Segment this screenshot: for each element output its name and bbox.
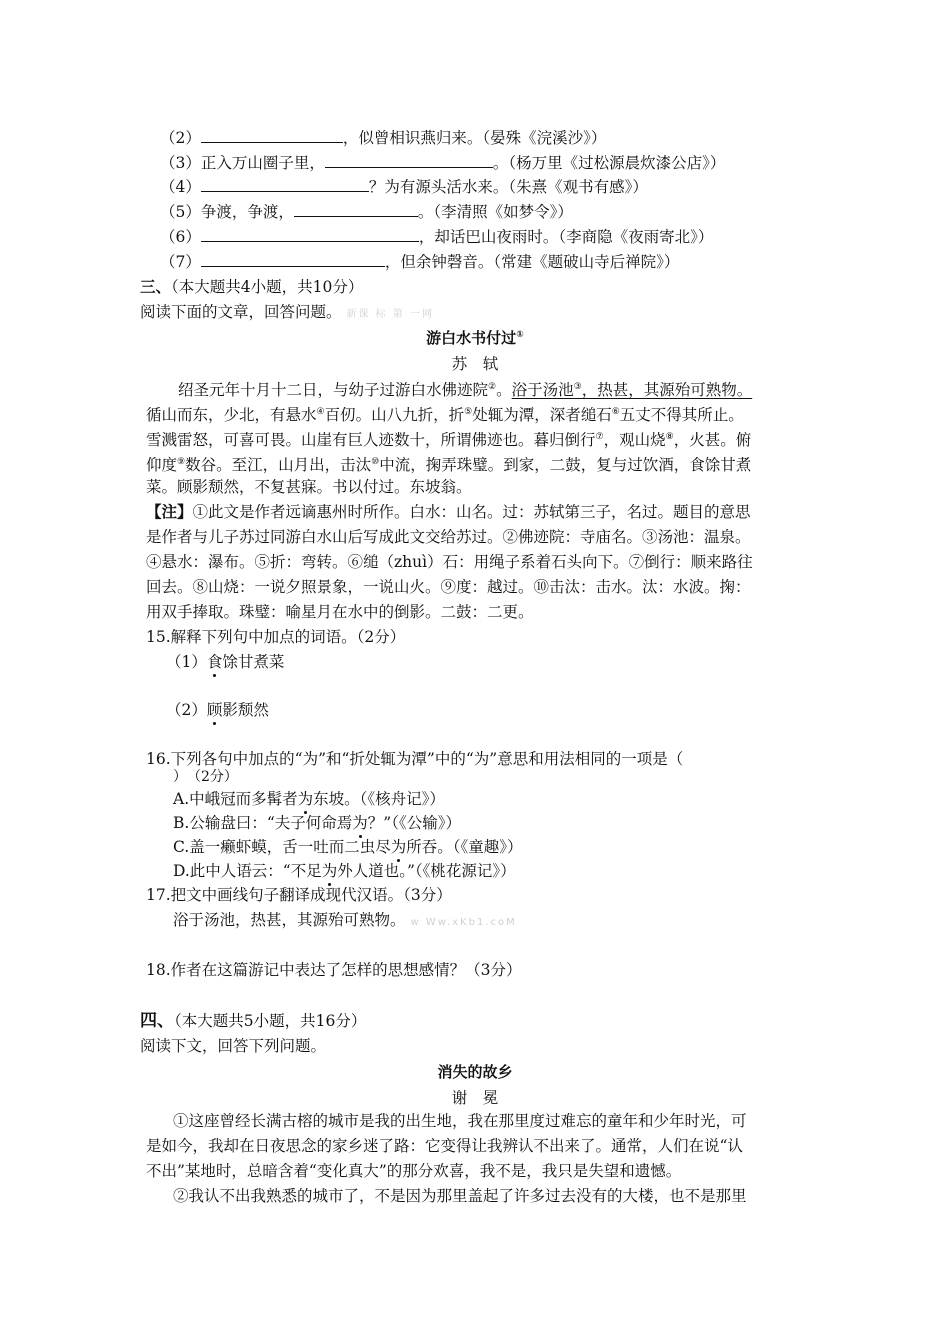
q2-answer-blank[interactable]: [201, 128, 343, 143]
essay-text: 百仞。山八九折，折: [324, 406, 465, 425]
option-a[interactable]: [173, 789, 445, 809]
question-15-item-2: [166, 700, 269, 720]
section3-heading: [140, 277, 363, 297]
q2-text: ，似曾相识燕归来。（晏殊《浣溪沙》）: [342, 129, 607, 147]
option-text: A.中峨冠而多髯者: [173, 790, 298, 808]
option-text: C.盖一癞虾蟆，舌一吐而二虫尽: [173, 838, 391, 856]
item-text: 馀甘煮菜: [222, 653, 285, 671]
note-ref: ⑦: [595, 432, 604, 442]
q5-text: 。（李清照《如梦令》）: [417, 203, 573, 221]
article-line-3: 不出”某地时，总暗含着“变化真大”的那分欢喜，我不是，我只是失望和遗憾。: [146, 1162, 682, 1180]
note-ref: ⑤: [464, 407, 473, 417]
question-15-item-1: [166, 652, 284, 672]
note-label: 【注】: [146, 502, 193, 521]
note-line-4: 回去。⑧山烧：一说夕照景象，一说山火。⑨度：越过。⑩击汰：击水。汰：水波。掬：: [146, 578, 751, 596]
question-17-sentence: [173, 910, 517, 933]
q3-answer-blank[interactable]: [325, 153, 493, 168]
option-text: B.公输盘曰：“夫子何命焉: [173, 814, 353, 832]
option-b[interactable]: [173, 813, 461, 833]
note-ref: ⑥: [611, 407, 620, 417]
essay-line-1: [178, 377, 752, 400]
option-d[interactable]: [173, 861, 516, 881]
article-title: 消失的故乡: [437, 1063, 513, 1081]
article-author: 谢 冕: [451, 1089, 499, 1107]
note-ref: ⑩: [371, 457, 380, 467]
poetry-q6: [160, 227, 713, 247]
q7-number: （7）: [160, 253, 201, 271]
essay-text: 五丈不得其所止。: [619, 406, 744, 425]
section3-intro: [140, 302, 434, 325]
section3-number: 三、: [140, 277, 172, 296]
watermark-text: w Ww.xKb1.coM: [410, 917, 517, 928]
note-line-1: [146, 502, 751, 522]
dotted-word: 为: [321, 862, 338, 880]
note-ref: ④: [316, 407, 325, 417]
essay-title: [0, 327, 950, 348]
q6-number: （6）: [160, 228, 201, 246]
q2-number: （2）: [160, 129, 201, 147]
essay-title-note: ①: [516, 330, 524, 340]
q4-text: ？为有源头活水来。（朱熹《观书有感》）: [368, 178, 648, 196]
option-c[interactable]: [173, 837, 523, 857]
section4-heading: [140, 1011, 366, 1031]
section4-info: （本大题共5小题，共16分）: [174, 1012, 367, 1030]
item-number: （2）: [166, 701, 207, 719]
article-line-4: ②我认不出我熟悉的城市了，不是因为那里盖起了许多过去没有的大楼，也不是那里: [173, 1187, 747, 1205]
section3-intro-text: 阅读下面的文章，回答问题。: [140, 303, 342, 321]
poetry-q5: [160, 202, 573, 222]
dotted-word: 为: [297, 790, 314, 808]
q4-answer-blank[interactable]: [201, 177, 369, 192]
note-ref: ⑧: [665, 432, 674, 442]
q6-text: ，却话巴山夜雨时。（李商隐《夜雨寄北》）: [418, 228, 714, 246]
question-16: 16.下列各句中加点的“为”和“折处辄为潭”中的“为”意思和用法相同的一项是（: [146, 750, 684, 768]
section3-info: （本大题共4小题，共10分）: [171, 278, 364, 296]
item-text: 影颓然: [222, 701, 269, 719]
note-ref: ⑨: [177, 457, 186, 467]
dotted-word: 食: [206, 653, 223, 671]
essay-text: 处辄为潭，深者缒石: [472, 406, 612, 425]
option-text: 外人道也。”（《桃花源记》）: [337, 862, 516, 880]
poetry-q7: [160, 252, 679, 272]
poetry-q4: [160, 177, 648, 197]
note-line-5: 用双手捧取。珠璧：喻星月在水中的倒影。二鼓：二更。: [146, 603, 534, 621]
note-line-2: 是作者与儿子苏过同游白水山后写成此文交给苏过。②佛迹院：寺庙名。③汤池：温泉。: [146, 528, 751, 546]
essay-text: 仰度: [146, 456, 178, 475]
section4-number: 四、: [140, 1011, 174, 1031]
essay-text: ，火甚。俯: [673, 431, 752, 450]
question-15: 15.解释下列句中加点的词语。（2分）: [146, 628, 406, 646]
q7-answer-blank[interactable]: [201, 252, 385, 267]
question-18: 18.作者在这篇游记中表达了怎样的思想感情？（3分）: [146, 961, 522, 979]
essay-line-2: [146, 402, 744, 425]
note-text: ①此文是作者远谪惠州时所作。白水：山名。过：苏轼第三子，名过。题目的意思: [192, 503, 751, 521]
q3-prefix: （3）正入万山圈子里，: [160, 154, 325, 172]
underlined-sentence: [512, 381, 753, 399]
q3-text: 。（杨万里《过松源晨炊漆公店》）: [492, 154, 726, 172]
essay-text: 数谷。至江，山月出，击汰: [185, 456, 372, 475]
option-text: ？”（《公输》）: [367, 814, 461, 832]
dotted-word: 为: [352, 814, 368, 832]
item-number: （1）: [166, 653, 207, 671]
essay-line-3: [146, 427, 751, 450]
section4-intro: 阅读下文，回答下列问题。: [140, 1037, 327, 1055]
sentence-text: 浴于汤池，热甚，其源殆可熟物。: [173, 911, 406, 929]
watermark-text: 新课 标 第 一网: [346, 309, 434, 320]
underlined-text: ，热甚，其源殆可熟物。: [581, 381, 753, 400]
essay-text: ，观山烧: [603, 431, 666, 450]
question-16-continued: ） （2分）: [173, 769, 238, 785]
note-ref: ②: [488, 382, 497, 392]
essay-text: 。: [496, 381, 512, 400]
underlined-text: 浴于汤池: [511, 381, 574, 400]
note-line-3: ④悬水：瀑布。⑤折：弯转。⑥缒（zhuì）石：用绳子系着石头向下。⑦倒行：顺来路往: [146, 553, 753, 571]
option-text: 所吞。（《童趣》）: [406, 838, 523, 856]
article-line-2: 是如今，我却在日夜思念的家乡迷了路：它变得让我辨认不出来了。通常，人们在说“认: [146, 1137, 743, 1155]
q7-text: ，但余钟磬音。（常建《题破山寺后禅院》）: [384, 253, 680, 271]
option-text: 东坡。（《核舟记》）: [313, 790, 445, 808]
q6-answer-blank[interactable]: [201, 227, 419, 242]
poetry-q2: [160, 128, 606, 148]
q5-answer-blank[interactable]: [294, 202, 418, 217]
dotted-word: 为: [390, 838, 407, 856]
dotted-word: 顾: [206, 701, 223, 719]
question-17: 17.把文中画线句子翻译成现代汉语。（3分）: [146, 886, 452, 904]
essay-author: 苏 轼: [451, 355, 499, 373]
note-ref: ③: [573, 382, 582, 392]
poetry-q3: [160, 153, 725, 173]
article-line-1: ①这座曾经长满古榕的城市是我的出生地，我在那里度过难忘的童年和少年时光，可: [173, 1112, 747, 1130]
q5-prefix: （5）争渡，争渡，: [160, 203, 294, 221]
essay-text: 中流，掬弄珠璧。到家，二鼓，复与过饮酒，食馀甘煮: [379, 456, 752, 475]
essay-text: 循山而东，少北，有悬水: [146, 406, 317, 425]
essay-line-4: [146, 452, 751, 475]
essay-title-text: 游白水书付过: [426, 329, 517, 347]
essay-text: 绍圣元年十月十二日，与幼子过游白水佛迹院: [178, 381, 489, 400]
option-text: D.此中人语云：“不足: [173, 862, 322, 880]
essay-line-5: 菜。顾影颓然，不复甚寐。书以付过。东坡翁。: [146, 478, 472, 496]
essay-text: 雪溅雷怒，可喜可畏。山崖有巨人迹数十，所谓佛迹也。暮归倒行: [146, 431, 596, 450]
q4-number: （4）: [160, 178, 201, 196]
